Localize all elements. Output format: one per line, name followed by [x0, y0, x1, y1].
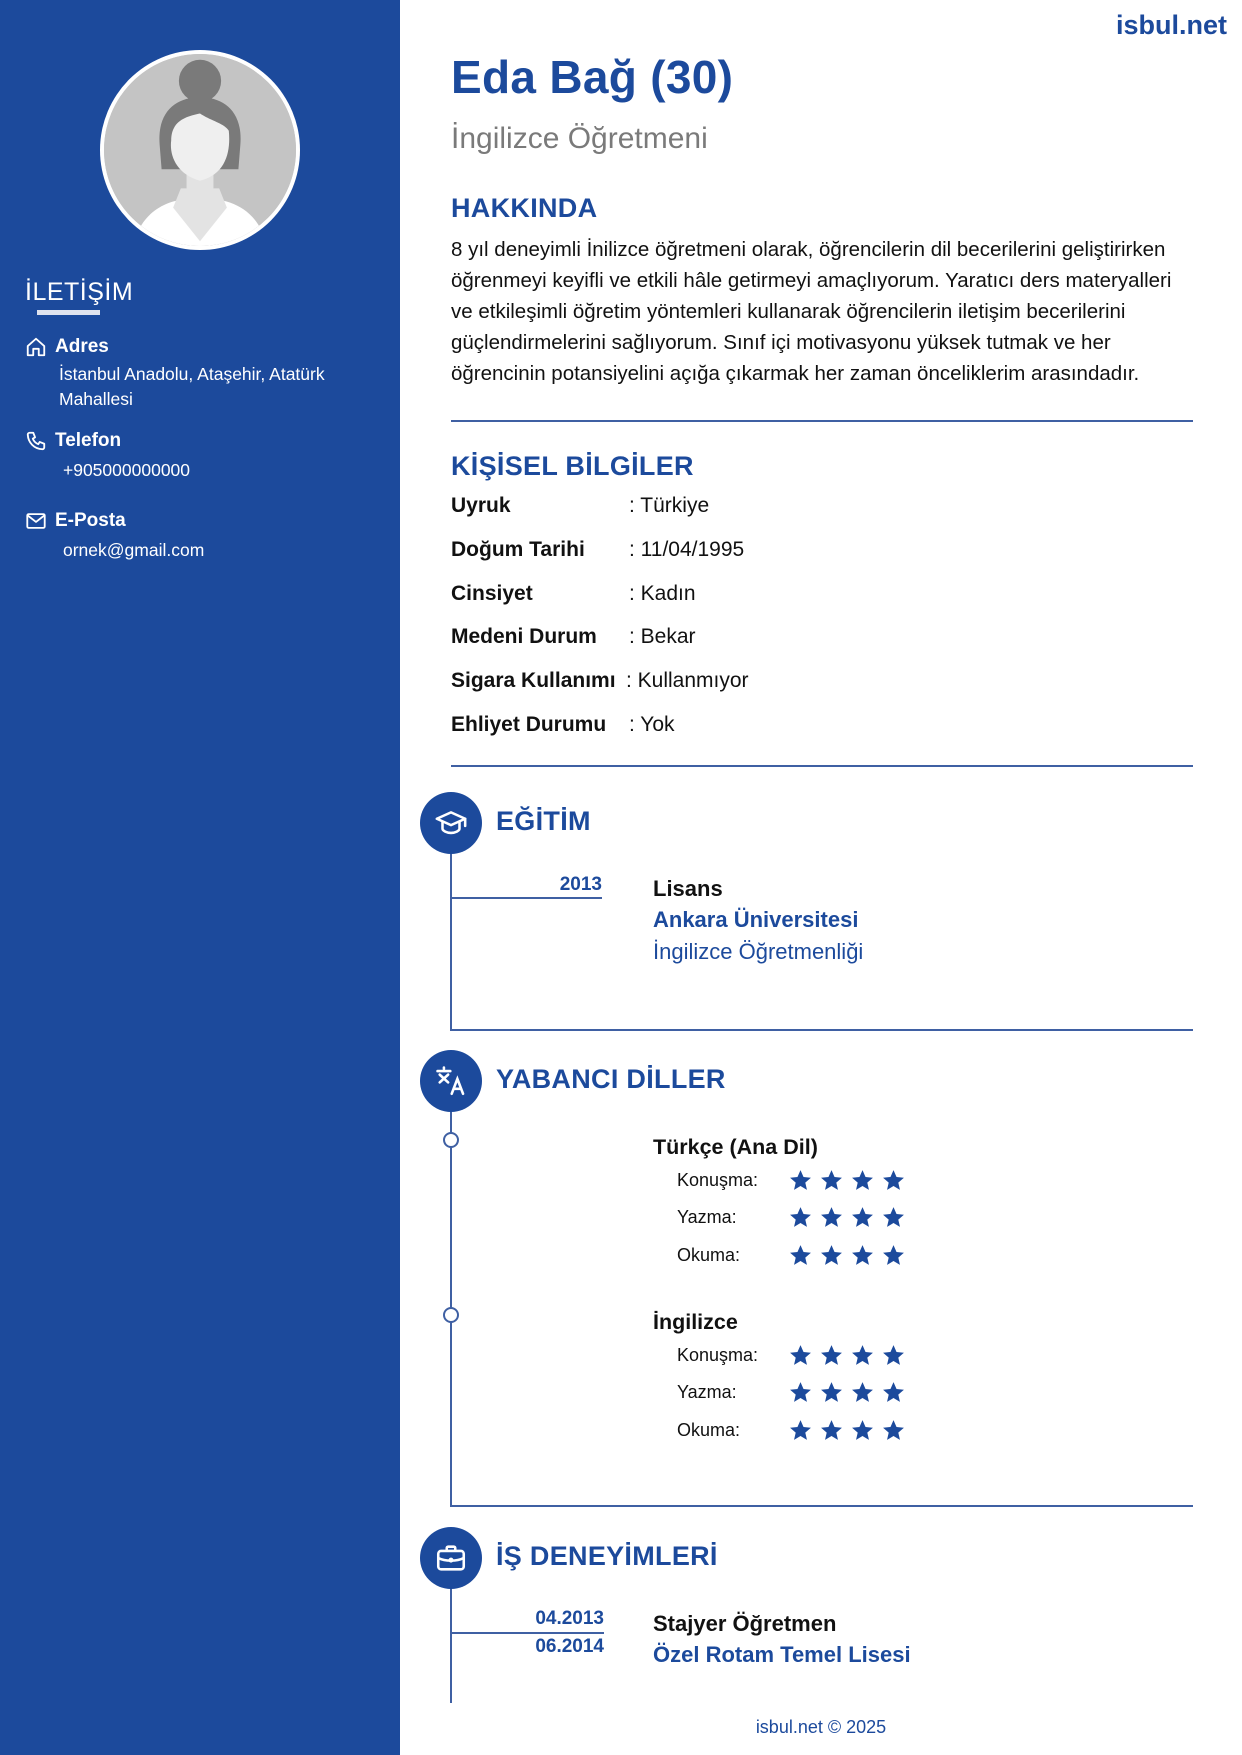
pi-label: Uyruk [451, 494, 511, 517]
star-icon [850, 1243, 875, 1268]
star-icon [881, 1205, 906, 1230]
about-section-title: HAKKINDA [451, 193, 598, 223]
star-icon [788, 1168, 813, 1193]
pi-value: : Yok [629, 713, 675, 736]
language-name: İngilizce [653, 1310, 738, 1334]
star-icon [850, 1205, 875, 1230]
star-rating [788, 1418, 906, 1443]
star-icon [788, 1418, 813, 1443]
star-icon [788, 1243, 813, 1268]
pi-value: : Bekar [629, 625, 696, 648]
education-degree: Lisans [653, 876, 723, 901]
pi-label: Medeni Durum [451, 625, 597, 648]
star-icon [881, 1243, 906, 1268]
personal-row-license [451, 713, 675, 737]
address-value: İstanbul Anadolu, Ataşehir, Atatürk Mahallesi [59, 364, 325, 409]
female-avatar-icon [104, 54, 296, 246]
skill-label: Okuma: [677, 1420, 741, 1440]
main-content [400, 0, 1242, 1755]
pi-value: : Türkiye [629, 494, 710, 517]
experience-end-date: 06.2014 [535, 1636, 604, 1657]
contact-address [25, 336, 385, 412]
star-icon [819, 1243, 844, 1268]
skill-row [677, 1380, 906, 1405]
contact-section-title: İLETİŞİM [25, 278, 134, 306]
skill-row [677, 1343, 906, 1368]
avatar [100, 50, 300, 250]
star-rating [788, 1168, 906, 1193]
mail-icon [25, 510, 47, 532]
star-rating [788, 1343, 906, 1368]
phone-value[interactable]: +905000000000 [63, 460, 191, 480]
skill-label: Yazma: [677, 1382, 737, 1402]
languages-icon-badge [420, 1050, 482, 1112]
star-icon [850, 1380, 875, 1405]
language-node [443, 1307, 459, 1323]
star-icon [850, 1343, 875, 1368]
star-icon [819, 1418, 844, 1443]
star-icon [788, 1380, 813, 1405]
skill-label: Konuşma: [677, 1170, 759, 1190]
job-title: İngilizce Öğretmeni [451, 122, 708, 155]
brand-logo[interactable]: isbul.net [1115, 10, 1227, 40]
sidebar [0, 0, 400, 1755]
pi-label: Doğum Tarihi [451, 538, 585, 561]
star-icon [881, 1168, 906, 1193]
footer-copyright: isbul.net © 2025 [755, 1717, 887, 1737]
languages-divider [450, 1505, 1193, 1507]
star-rating [788, 1205, 906, 1230]
about-divider [451, 420, 1193, 422]
education-section-title: EĞİTİM [496, 806, 591, 836]
skill-row [677, 1168, 906, 1193]
phone-label: Telefon [55, 430, 122, 451]
education-divider [450, 1029, 1193, 1031]
briefcase-icon [434, 1541, 468, 1575]
skill-row [677, 1243, 906, 1268]
experience-company: Özel Rotam Temel Lisesi [653, 1642, 911, 1667]
star-icon [850, 1418, 875, 1443]
star-icon [788, 1343, 813, 1368]
skill-row [677, 1418, 906, 1443]
education-icon-badge [420, 792, 482, 854]
education-year: 2013 [559, 874, 602, 895]
education-date-line [450, 897, 602, 899]
personal-section-title: KİŞİSEL BİLGİLER [451, 451, 694, 481]
language-node [443, 1132, 459, 1148]
education-department: İngilizce Öğretmenliği [653, 939, 864, 964]
skill-label: Konuşma: [677, 1345, 759, 1365]
star-rating [788, 1243, 906, 1268]
star-icon [881, 1380, 906, 1405]
graduation-cap-icon [434, 806, 468, 840]
pi-value: : 11/04/1995 [629, 538, 745, 561]
experience-icon-badge [420, 1527, 482, 1589]
personal-divider [451, 765, 1193, 767]
pi-label: Sigara Kullanımı [451, 669, 616, 692]
experience-date-line [450, 1632, 604, 1634]
language-name: Türkçe (Ana Dil) [653, 1135, 818, 1159]
star-icon [819, 1343, 844, 1368]
education-school: Ankara Üniversitesi [653, 907, 859, 932]
pi-label: Cinsiyet [451, 582, 533, 605]
contact-email [25, 510, 385, 563]
languages-section-title: YABANCI DİLLER [496, 1064, 726, 1094]
skill-label: Yazma: [677, 1207, 737, 1227]
pi-value: : Kadın [629, 582, 696, 605]
skill-label: Okuma: [677, 1245, 741, 1265]
personal-row-birthdate [451, 538, 744, 562]
personal-row-nationality [451, 494, 709, 518]
skill-row [677, 1205, 906, 1230]
candidate-name: Eda Bağ (30) [451, 51, 734, 103]
personal-row-gender [451, 582, 696, 606]
star-icon [881, 1418, 906, 1443]
experience-section-title: İŞ DENEYİMLERİ [496, 1541, 718, 1571]
contact-phone [25, 430, 385, 483]
personal-row-smoking [451, 669, 749, 693]
address-label: Adres [55, 336, 109, 357]
home-icon [25, 336, 47, 358]
star-icon [819, 1205, 844, 1230]
translate-icon [434, 1064, 468, 1098]
experience-start-date: 04.2013 [535, 1608, 604, 1629]
star-icon [850, 1168, 875, 1193]
personal-row-marital [451, 625, 696, 649]
about-text: 8 yıl deneyimli İnilizce öğretmeni olarak, öğrencilerin dil becerilerini geliştirirken öğrenmeyi keyifli ve etkili hâle getirmeyi amaçlıyorum. Yaratıcı ders materyalleri ve etkileşimli öğretim yöntemleri kullanarak öğrencilerin iletişim becerilerini güçlendirmelerini sağlıyorum. Sınıf içi motivasyonu yüksek tutmak ve her öğrencinin potansiyelini açığa çıkarmak her zaman önceliklerim arasındadır. [451, 238, 1172, 385]
email-value[interactable]: ornek@gmail.com [63, 540, 205, 560]
pi-label: Ehliyet Durumu [451, 713, 607, 736]
experience-position: Stajyer Öğretmen [653, 1611, 837, 1636]
pi-value: : Kullanmıyor [626, 669, 749, 692]
star-rating [788, 1380, 906, 1405]
phone-icon [25, 430, 47, 452]
email-label: E-Posta [55, 510, 126, 531]
contact-title-underline [37, 310, 100, 315]
star-icon [788, 1205, 813, 1230]
star-icon [819, 1380, 844, 1405]
star-icon [881, 1343, 906, 1368]
star-icon [819, 1168, 844, 1193]
